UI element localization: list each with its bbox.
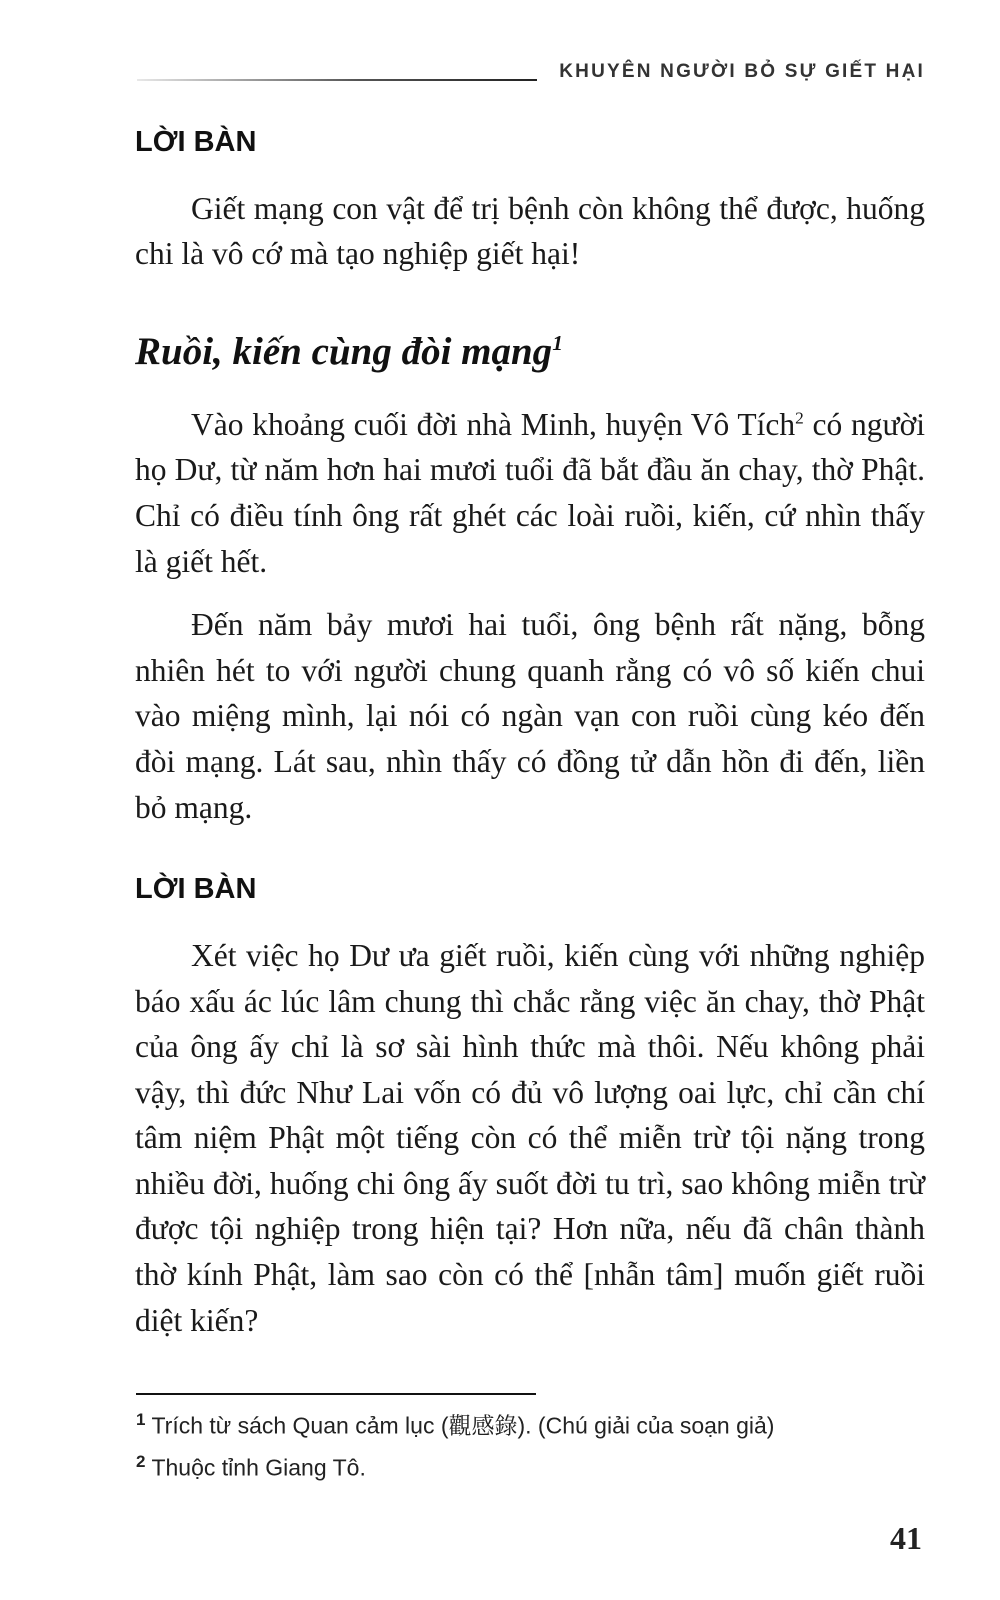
story-title-text: Ruồi, kiến cùng đòi mạng (135, 329, 553, 373)
header-rule (137, 79, 537, 81)
footnote-number: 1 (136, 1410, 146, 1429)
footnote-ref: 2 (795, 408, 804, 428)
running-head: KHUYÊN NGƯỜI BỎ SỰ GIẾT HẠI (559, 61, 925, 82)
story-text: Vào khoảng cuối đời nhà Minh, huyện Vô Tích (191, 406, 796, 442)
footnote-text: Trích từ sách Quan cảm lục (觀感錄). (Chú giải của soạn giả) (151, 1412, 775, 1439)
footnotes (136, 1402, 936, 1485)
story-paragraph: Đến năm bảy mươi hai tuổi, ông bệnh rất nặng, bỗng nhiên hét to với người chung quanh rằng có vô số kiến chui vào miệng mình, lại nói có ngàn vạn con ruồi cùng kéo đến đòi mạng. Lát sau, nhìn thấy có đồng tử dẫn hồn đi đến, liền bỏ mạng. (135, 607, 925, 825)
section-label: LỜI BÀN (135, 873, 257, 906)
story-title (135, 329, 925, 376)
page-body (135, 125, 925, 1343)
footnote-rule (136, 1393, 536, 1395)
footnote (136, 1402, 936, 1444)
footnote-text: Thuộc tỉnh Giang Tô. (151, 1454, 366, 1481)
story-paragraph (135, 402, 925, 584)
commentary-paragraph: Giết mạng con vật để trị bệnh còn không thể được, huống chi là vô cớ mà tạo nghiệp giết hại! (135, 190, 925, 272)
section-label: LỜI BÀN (135, 126, 257, 158)
footnote-ref: 1 (552, 330, 563, 355)
footnote (136, 1444, 936, 1486)
story-text: có người họ Dư, từ năm hơn hai mươi tuổi đã bắt đầu ăn chay, thờ Phật. Chỉ có điều tính ông rất ghét các loài ruồi, kiến, cứ nhìn thấy là giết hết. (135, 406, 925, 579)
footnote-number: 2 (136, 1451, 146, 1471)
page-number: 41 (890, 1520, 922, 1556)
commentary-paragraph: Xét việc họ Dư ưa giết ruồi, kiến cùng với những nghiệp báo xấu ác lúc lâm chung thì chắc rằng việc ăn chay, thờ Phật của ông ấy chỉ là sơ sài hình thức mà thôi. Nếu không phải vậy, thì đức Như Lai vốn có đủ vô lượng oai lực, chỉ cần chí tâm niệm Phật một tiếng còn có thể miễn trừ tội nặng trong nhiều đời, huống chi ông ấy suốt đời tu trì, sao không miễn trừ được tội nghiệp trong hiện tại? Hơn nữa, nếu đã chân thành thờ kính Phật, làm sao còn có thể [nhẫn tâm] muốn giết ruồi diệt kiến? (135, 937, 925, 1338)
